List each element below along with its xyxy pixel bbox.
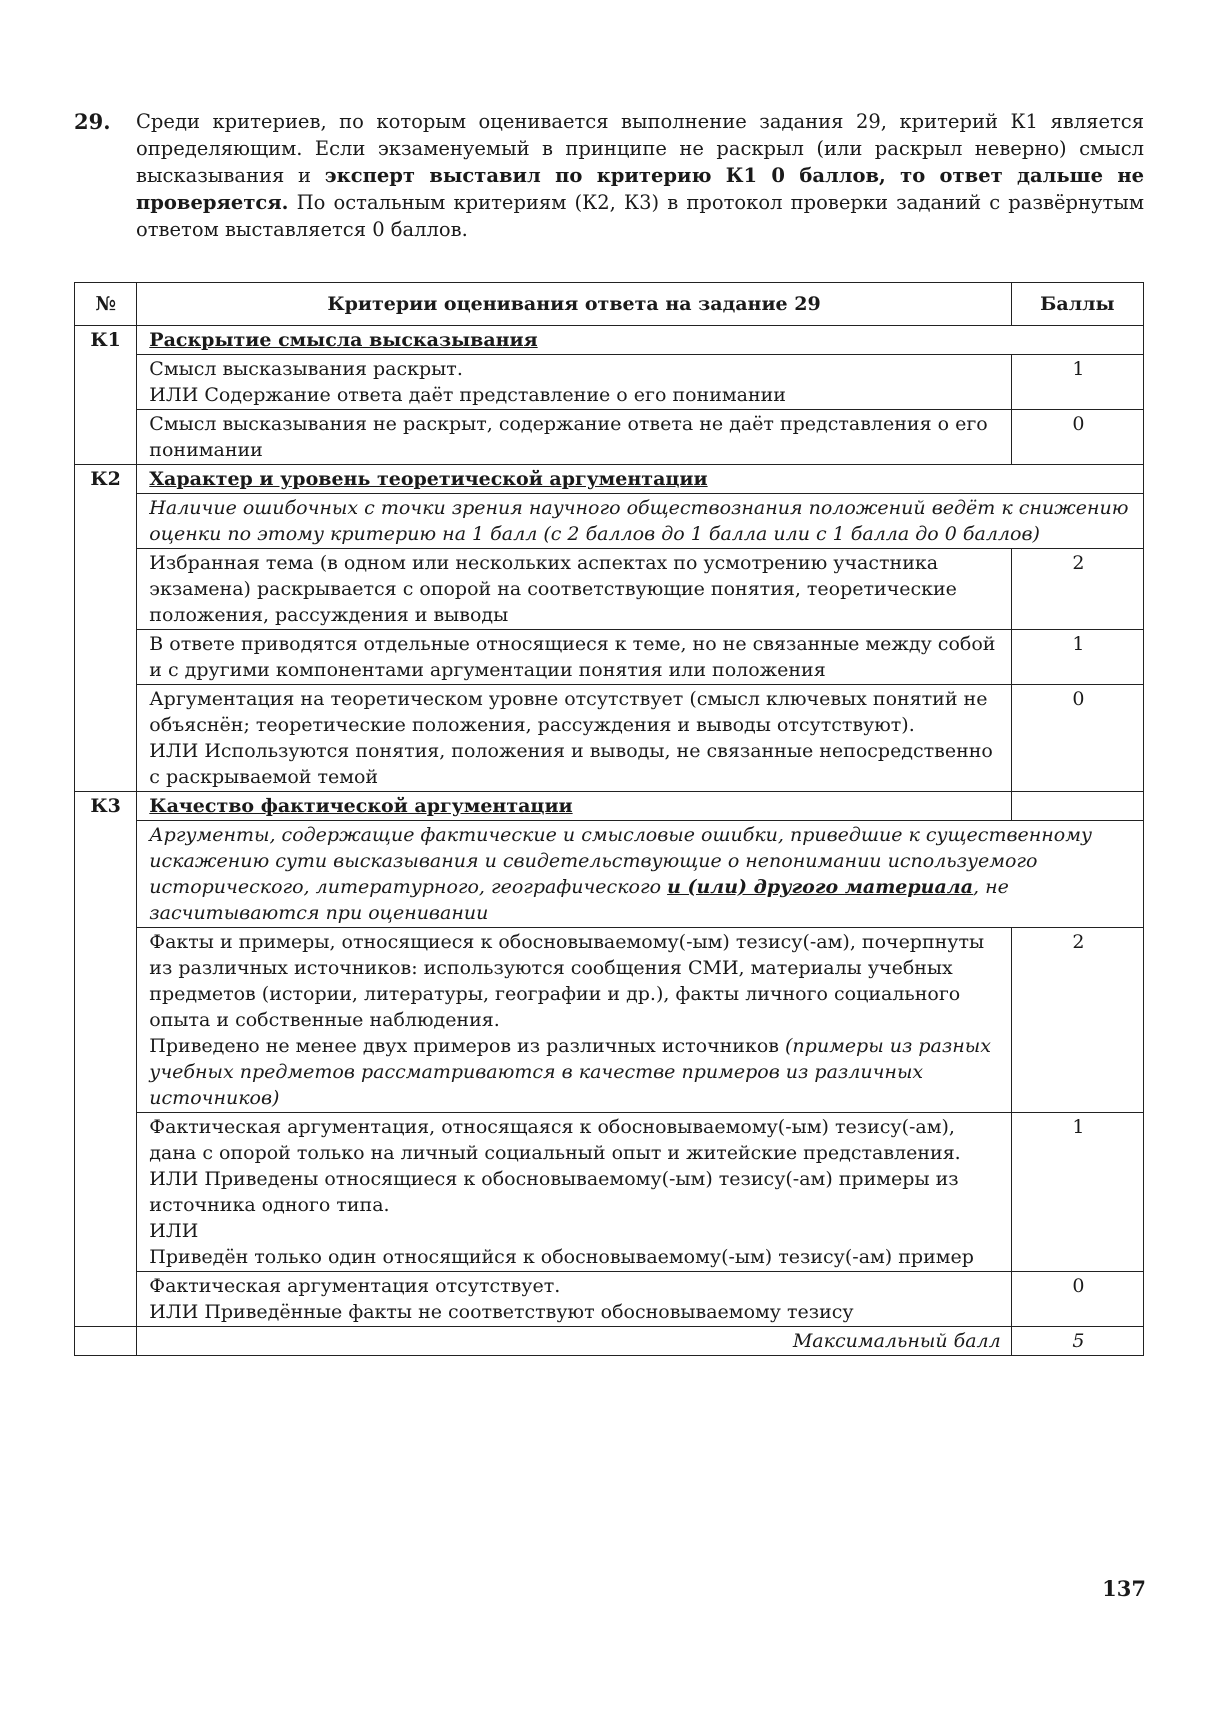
k2-row1-score: 2 bbox=[1011, 549, 1143, 630]
k3-note-part2: , не засчитываются при оценивании bbox=[149, 876, 1009, 924]
table-row bbox=[75, 1113, 1144, 1272]
max-score-value: 5 bbox=[1011, 1327, 1143, 1356]
table-row bbox=[75, 410, 1144, 465]
k3-row2-text bbox=[137, 1113, 1011, 1272]
k1-row1-text bbox=[137, 355, 1011, 410]
table-row bbox=[75, 1272, 1144, 1327]
k1-row1-score: 1 bbox=[1011, 355, 1143, 410]
intro-text-1: Среди критериев, по которым оценивается выполнение задания 29, критерий К1 является определяющим. Если экзаменуемый в принципе не раскрыл (или раскрыл неверно) смысл высказывания и bbox=[136, 110, 1144, 187]
k3-row1-line1: Факты и примеры, относящиеся к обосновываемому(-ым) тезису(-ам), почерпнуты из различных источников: используются сообщения СМИ, материалы учебных предметов (истории, литературы, географии и др.), факты личного социального опыта и собственные наблюдения. bbox=[149, 931, 985, 1031]
k3-row1-line2-text: Приведено не менее двух примеров из различных источников bbox=[149, 1035, 786, 1057]
k3-row1-score: 2 bbox=[1011, 928, 1143, 1113]
table-row bbox=[75, 928, 1144, 1113]
k1-row2-text: Смысл высказывания не раскрыт, содержание ответа не даёт представления о его понимании bbox=[137, 410, 1011, 465]
table-row bbox=[75, 685, 1144, 792]
k3-row3-score: 0 bbox=[1011, 1272, 1143, 1327]
table-row bbox=[75, 549, 1144, 630]
k2-title: Характер и уровень теоретической аргументации bbox=[137, 465, 1144, 494]
table-row bbox=[75, 630, 1144, 685]
k3-row2-score: 1 bbox=[1011, 1113, 1143, 1272]
k3-row2-line2: ИЛИ Приведены относящиеся к обосновываемому(-ым) тезису(-ам) примеры из источника одного типа. bbox=[149, 1168, 959, 1216]
k2-code: К2 bbox=[75, 465, 137, 792]
k2-row2-score: 1 bbox=[1011, 630, 1143, 685]
k2-note: Наличие ошибочных с точки зрения научного обществознания положений ведёт к снижению оценки по этому критерию на 1 балл (с 2 баллов до 1 балла или с 1 балла до 0 баллов) bbox=[137, 494, 1144, 549]
k1-row1-line2: ИЛИ Содержание ответа даёт представление о его понимании bbox=[149, 384, 786, 406]
k2-row3-score: 0 bbox=[1011, 685, 1143, 792]
k2-row2-text: В ответе приводятся отдельные относящиеся к теме, но не связанные между собой и с другими компонентами аргументации понятия или положения bbox=[137, 630, 1011, 685]
k3-row3-line2: ИЛИ Приведённые факты не соответствуют обосновываемому тезису bbox=[149, 1301, 854, 1323]
intro-text-2: По остальным критериям (К2, К3) в протокол проверки заданий с развёрнутым ответом выставляется 0 баллов. bbox=[136, 191, 1144, 241]
max-empty bbox=[75, 1327, 137, 1356]
header-num: № bbox=[75, 283, 137, 326]
table-row bbox=[75, 494, 1144, 549]
task-number: 29. bbox=[74, 109, 111, 134]
k2-row1-text: Избранная тема (в одном или нескольких аспектах по усмотрению участника экзамена) раскрывается с опорой на соответствующие понятия, теоретические положения, рассуждения и выводы bbox=[137, 549, 1011, 630]
k3-row1-text bbox=[137, 928, 1011, 1113]
page-number: 137 bbox=[1102, 1576, 1146, 1601]
k3-row1-italic: (примеры из разных учебных предметов рассматриваются в качестве примеров из различных источников) bbox=[149, 1035, 991, 1109]
header-points: Баллы bbox=[1011, 283, 1143, 326]
k3-note-underlined: и (или) другого материала bbox=[667, 876, 974, 898]
k2-row3-line1: Аргументация на теоретическом уровне отсутствует (смысл ключевых понятий не объяснён; теоретические положения, рассуждения и выводы отсутствуют). bbox=[149, 688, 988, 736]
k1-row2-score: 0 bbox=[1011, 410, 1143, 465]
k3-row3-line1: Фактическая аргументация отсутствует. bbox=[149, 1275, 561, 1297]
table-row bbox=[75, 821, 1144, 928]
criteria-table bbox=[74, 282, 1144, 1356]
table-row bbox=[75, 355, 1144, 410]
k3-row2-line3: ИЛИ bbox=[149, 1220, 199, 1242]
k3-note-part1: Аргументы, содержащие фактические и смысловые ошибки, приведшие к существенному искажению сути высказывания и свидетельствующие о непонимании используемого исторического, литературного, географического bbox=[149, 824, 1093, 898]
k2-row3-text bbox=[137, 685, 1011, 792]
k3-title-empty bbox=[1011, 792, 1143, 821]
intro-bold-text: эксперт выставил по критерию К1 0 баллов, то ответ дальше не проверяется. bbox=[136, 164, 1144, 214]
k3-title: Качество фактической аргументации bbox=[137, 792, 1011, 821]
max-score-label: Максимальный балл bbox=[137, 1327, 1011, 1356]
k3-row1-line2 bbox=[149, 1033, 1000, 1111]
k3-row2-line4: Приведён только один относящийся к обосновываемому(-ым) тезису(-ам) пример bbox=[149, 1246, 974, 1268]
k1-code: К1 bbox=[75, 326, 137, 465]
table-row bbox=[75, 792, 1144, 821]
table-row bbox=[75, 326, 1144, 355]
k1-row1-line1: Смысл высказывания раскрыт. bbox=[149, 358, 463, 380]
max-score-row bbox=[75, 1327, 1144, 1356]
k3-row2-line1: Фактическая аргументация, относящаяся к обосновываемому(-ым) тезису(-ам), дана с опорой только на личный социальный опыт и житейские представления. bbox=[149, 1116, 961, 1164]
task-intro bbox=[74, 108, 1144, 243]
table-row bbox=[75, 465, 1144, 494]
k3-note bbox=[137, 821, 1144, 928]
k1-title: Раскрытие смысла высказывания bbox=[137, 326, 1144, 355]
intro-paragraph bbox=[136, 108, 1144, 243]
table-header-row bbox=[75, 283, 1144, 326]
k3-code: К3 bbox=[75, 792, 137, 1327]
header-criteria: Критерии оценивания ответа на задание 29 bbox=[137, 283, 1011, 326]
k3-row3-text bbox=[137, 1272, 1011, 1327]
k2-row3-line2: ИЛИ Используются понятия, положения и выводы, не связанные непосредственно с раскрываемой темой bbox=[149, 740, 993, 788]
